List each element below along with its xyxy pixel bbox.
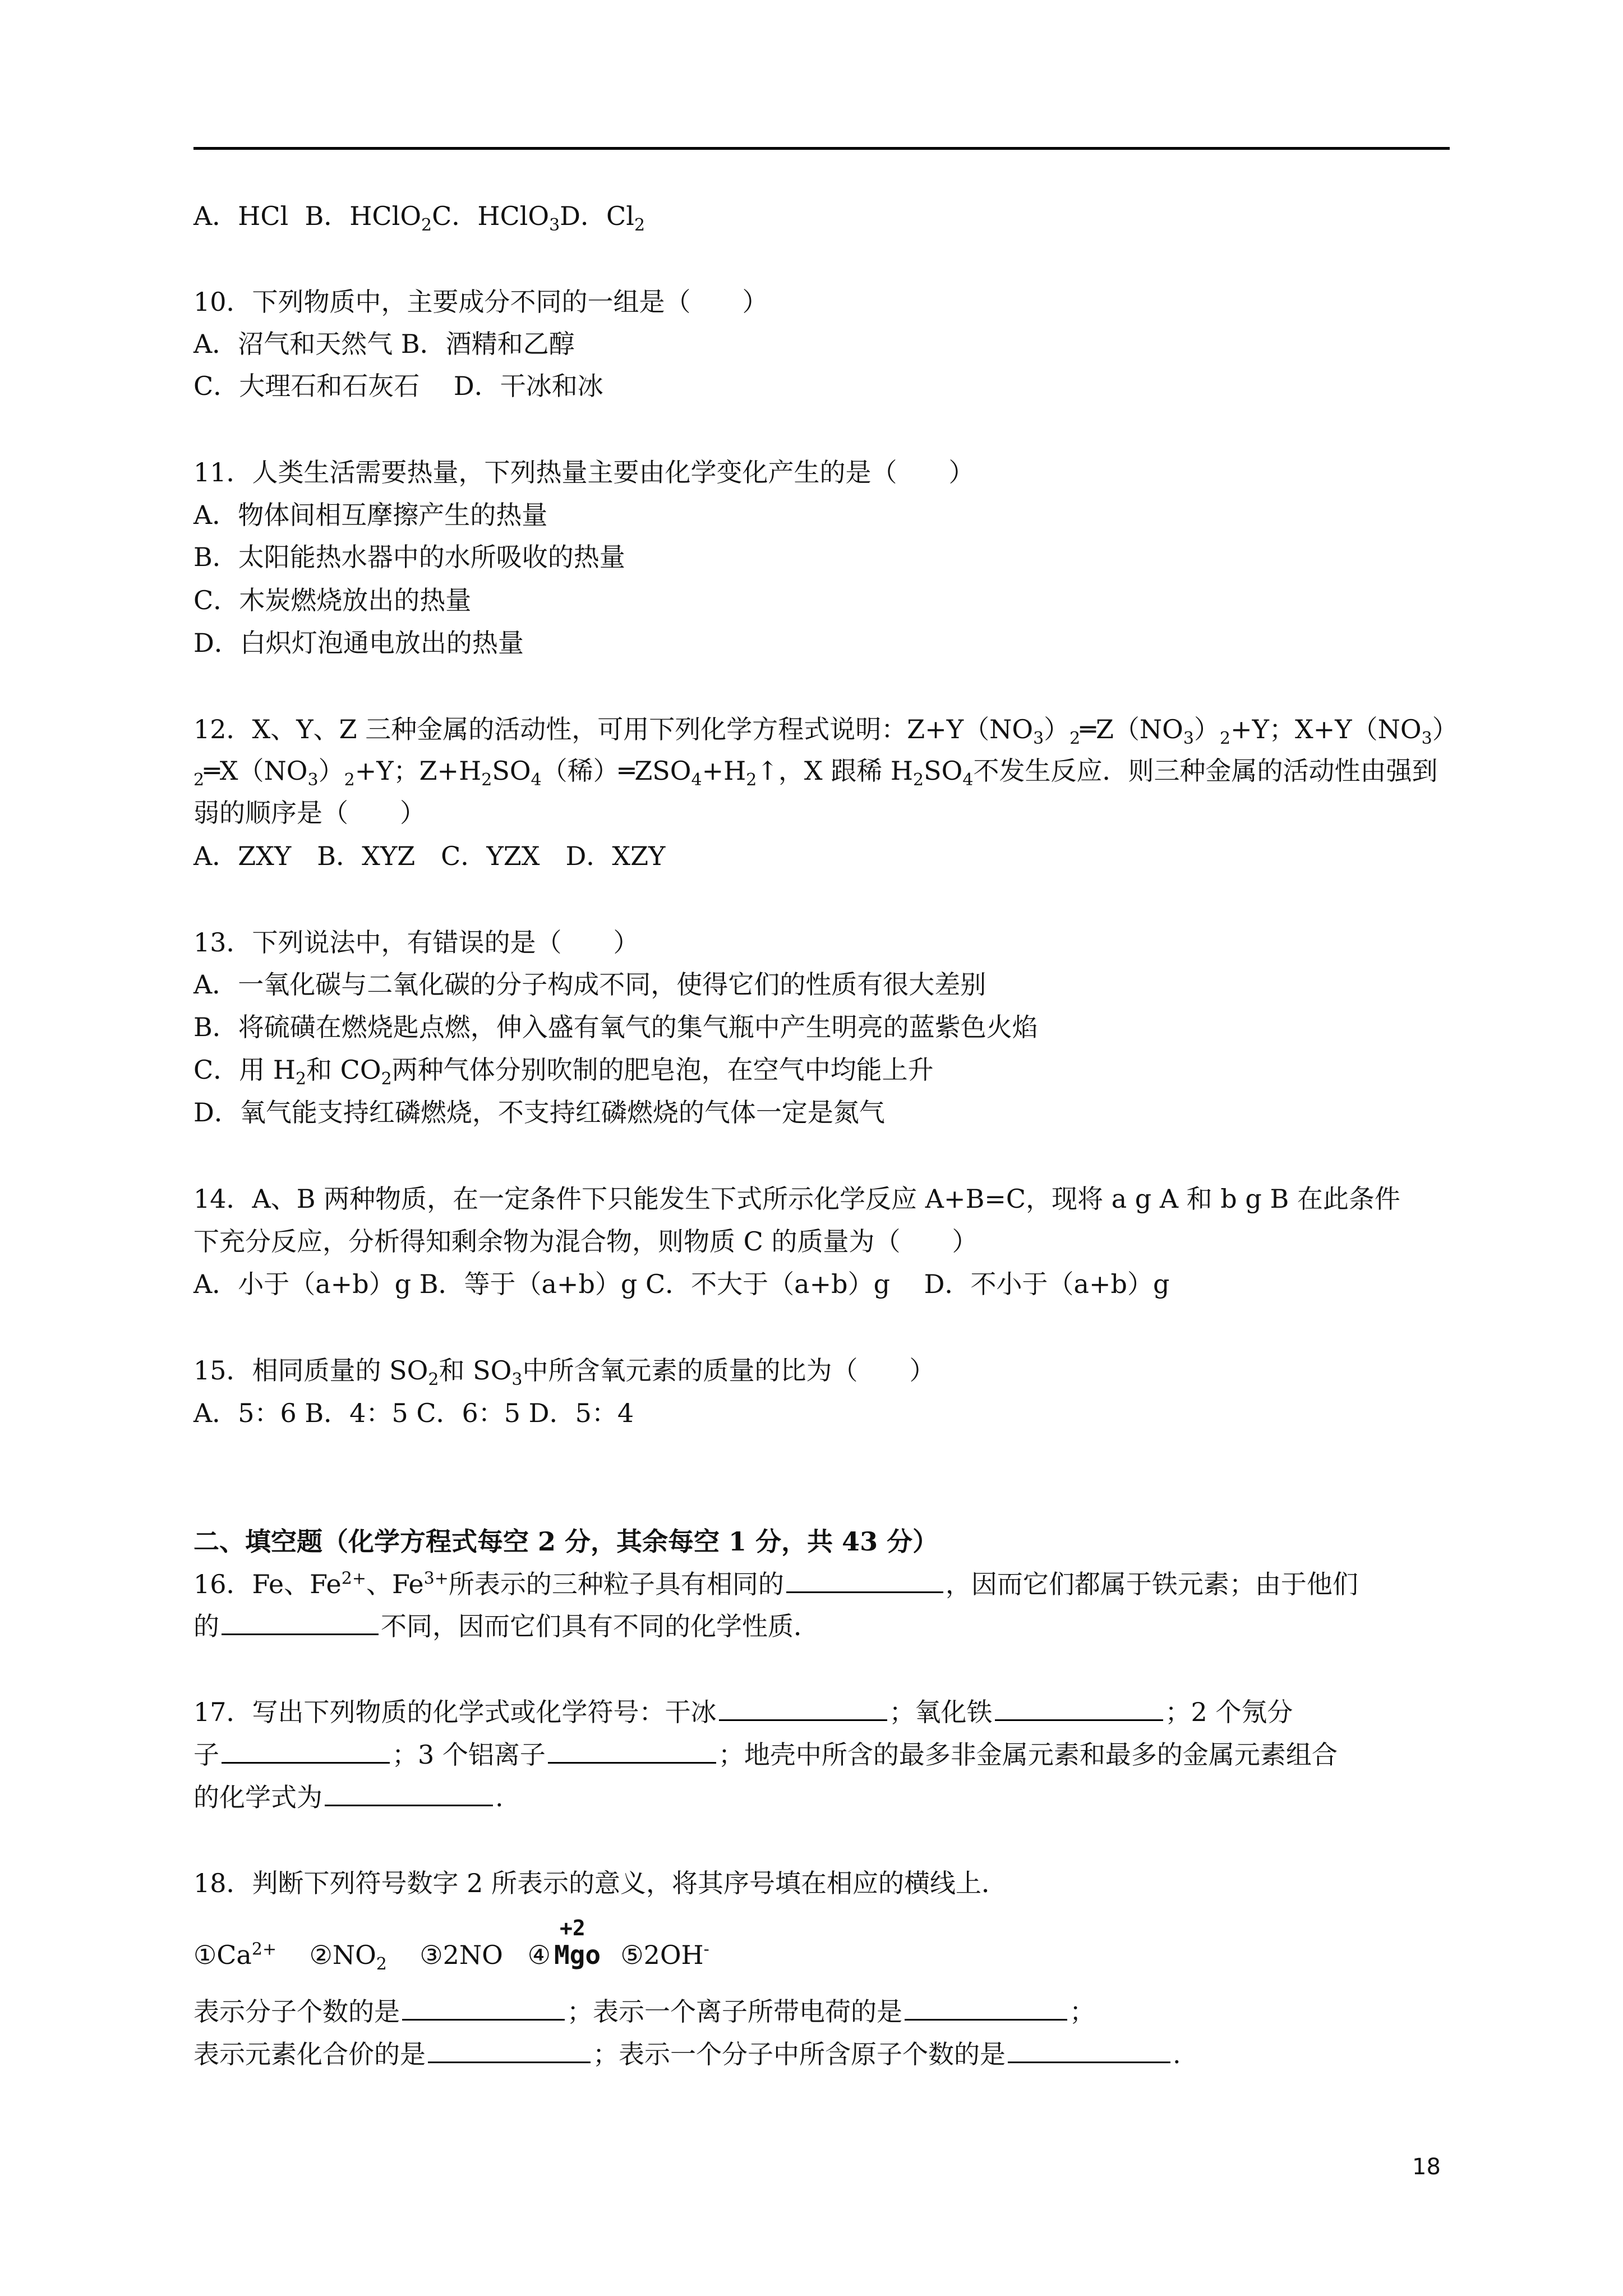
text: . [1173,2039,1181,2069]
valence-mark: +2 [559,1916,585,1940]
text: ⑤2OH [620,1940,704,1970]
q17-line3 [193,1780,504,1814]
q10-options-line2: C．大理石和石灰石 D．干冰和冰 [193,371,603,401]
text: +H [702,756,746,786]
text: ②NO [309,1940,376,1970]
answer-blank[interactable] [222,1737,390,1764]
q9-option-c: C．HClO [432,201,550,231]
superscript: 3+ [423,1568,449,1589]
superscript: - [703,1939,709,1959]
text: 中所含氧元素的质量的比为（ ） [522,1355,935,1386]
q14-options: A．小于（a+b）g B．等于（a+b）g C．不大于（a+b）g D．不小于（a+b）g [193,1269,1170,1299]
subscript: 2 [1219,729,1231,749]
text: ） [318,756,344,786]
text: 17．写出下列物质的化学式或化学符号：干冰 [193,1697,717,1727]
text: ，因而它们都属于铁元素；由于他们 [945,1569,1358,1599]
text: ；表示一个分子中所含原子个数的是 [593,2039,1006,2069]
text: 12．X、Y、Z 三种金属的活动性，可用下列化学方程式说明：Z+Y（NO [193,714,1034,744]
text: ③2NO [419,1940,503,1970]
q16-line2 [193,1609,819,1643]
text: SO [492,756,531,786]
text: 和 CO [306,1055,381,1085]
q16-line1 [193,1567,1358,1601]
mgo-valence-formula [554,1916,601,1972]
q18-stem: 18．判断下列符号数字 2 所表示的意义，将其序号填在相应的横线上． [193,1868,1008,1898]
q11-option-d: D．白炽灯泡通电放出的热量 [193,628,524,658]
subscript: 2 [295,1069,307,1089]
text: ） [1193,714,1220,744]
text: 不发生反应．则三种金属的活动性由强到 [973,756,1438,786]
subscript: 3 [549,215,560,236]
text: 两种气体分别吹制的肥皂泡，在空气中均能上升 [391,1055,934,1085]
subscript: 2 [634,215,645,236]
superscript: 2+ [341,1568,367,1589]
answer-blank[interactable] [402,1994,565,2021]
subscript: 2 [381,1069,392,1089]
q13-option-d: D．氧气能支持红磷燃烧，不支持红磷燃烧的气体一定是氮气 [193,1097,885,1128]
text: ；地壳中所含的最多非金属元素和最多的金属元素组合 [718,1740,1338,1770]
text: 不同，因而它们具有不同的化学性质． [381,1611,819,1641]
text: ） [1432,714,1458,744]
subscript: 2 [428,1370,439,1390]
subscript: 2 [481,770,492,790]
text: （稀）═ZSO [541,756,691,786]
subscript: 4 [691,770,702,790]
text: ；3 个铝离子 [392,1740,546,1770]
q12-options: A．ZXY B．XYZ C．YZX D．XZY [193,841,666,871]
answer-blank[interactable] [548,1737,716,1764]
q11-option-a: A．物体间相互摩擦产生的热量 [193,500,548,530]
subscript: 3 [1421,729,1432,749]
text: C．用 H [193,1055,296,1085]
q10-options-line1: A．沼气和天然气 B．酒精和乙醇 [193,329,575,359]
text: ；2 个氖分 [1165,1697,1293,1727]
q11-stem: 11．人类生活需要热量，下列热量主要由化学变化产生的是（ ） [193,457,975,487]
q17-line1 [193,1695,1293,1729]
subscript: 2 [193,770,205,790]
text: +Y；X+Y（NO [1230,714,1422,744]
q9-option-a: A．HCl [193,201,289,231]
header-rule [193,147,1450,150]
text: . [495,1782,504,1812]
answer-blank[interactable] [905,1994,1067,2021]
text: ↑，X 跟稀 H [757,756,914,786]
q13-option-c [193,1053,934,1087]
q10-stem: 10．下列物质中，主要成分不同的一组是（ ） [193,287,768,317]
section-heading: 二、填空题（化学方程式每空 2 分，其余每空 1 分，共 43 分） [193,1526,939,1557]
text: SO [924,756,963,786]
subscript: 4 [531,770,542,790]
subscript: 3 [307,770,319,790]
text: +Y；Z+H [354,756,482,786]
answer-blank[interactable] [222,1609,379,1635]
subscript: 2 [376,1954,387,1975]
text: 的 [193,1611,219,1641]
q15-stem [193,1354,935,1390]
text: ） [1044,714,1070,744]
q15-options: A．5：6 B．4：5 C．6：5 D．5：4 [193,1398,634,1428]
text: ；氧化铁 [889,1697,993,1727]
text: ； [1069,1996,1095,2027]
q11-option-c: C．木炭燃烧放出的热量 [193,585,472,615]
q13-option-a: A．一氧化碳与二氧化碳的分子构成不同，使得它们的性质有很大差别 [193,969,986,1000]
text: 子 [193,1740,219,1770]
subscript: 2 [913,770,924,790]
text: ═Z（NO [1080,714,1183,744]
text: ④ [527,1940,551,1970]
subscript: 2 [1069,729,1081,749]
text: 、Fe [366,1569,424,1599]
answer-blank[interactable] [786,1567,943,1593]
answer-blank[interactable] [428,2037,591,2063]
q18-items [193,1916,709,1975]
q18-line2 [193,1994,1095,2028]
answer-blank[interactable] [995,1695,1163,1721]
subscript: 3 [1033,729,1044,749]
q9-option-b: B．HClO [305,201,422,231]
q18-line3 [193,2037,1181,2071]
q14-line1: 14．A、B 两种物质，在一定条件下只能发生下式所示化学反应 A+B=C，现将 a g A 和 b g B 在此条件 [193,1184,1400,1214]
text: ；表示一个离子所带电荷的是 [567,1996,902,2027]
q13-option-b: B．将硫磺在燃烧匙点燃，伸入盛有氧气的集气瓶中产生明亮的蓝紫色火焰 [193,1012,1038,1042]
q9-options [193,199,645,236]
answer-blank[interactable] [325,1780,493,1806]
subscript: 4 [962,770,974,790]
q9-option-d: D．Cl [560,201,634,231]
q17-line2 [193,1737,1338,1772]
q13-stem: 13．下列说法中，有错误的是（ ） [193,927,639,958]
answer-blank[interactable] [1008,2037,1170,2063]
q12-line2 [193,754,1437,788]
text: 的化学式为 [193,1782,322,1812]
text: ═X（NO [204,756,308,786]
text: 15．相同质量的 SO [193,1355,428,1386]
text: 表示元素化合价的是 [193,2039,426,2069]
q14-line2: 下充分反应，分析得知剩余物为混合物，则物质 C 的质量为（ ） [193,1226,978,1257]
formula: Mgo [554,1940,601,1970]
q12-line3: 弱的顺序是（ ） [193,798,426,828]
q11-option-b: B．太阳能热水器中的水所吸收的热量 [193,542,625,572]
text: 和 SO [439,1355,512,1386]
text: ①Ca [193,1940,252,1970]
text: 16．Fe、Fe [193,1569,342,1599]
q12-line1 [193,712,1458,749]
answer-blank[interactable] [719,1695,887,1721]
text: 表示分子个数的是 [193,1996,400,2027]
subscript: 2 [746,770,757,790]
subscript: 3 [1183,729,1194,749]
text: 所表示的三种粒子具有相同的 [448,1569,784,1599]
subscript: 2 [344,770,355,790]
subscript: 3 [511,1370,523,1390]
page-number: 18 [1412,2154,1441,2180]
subscript: 2 [421,215,432,236]
superscript: 2+ [251,1939,277,1959]
